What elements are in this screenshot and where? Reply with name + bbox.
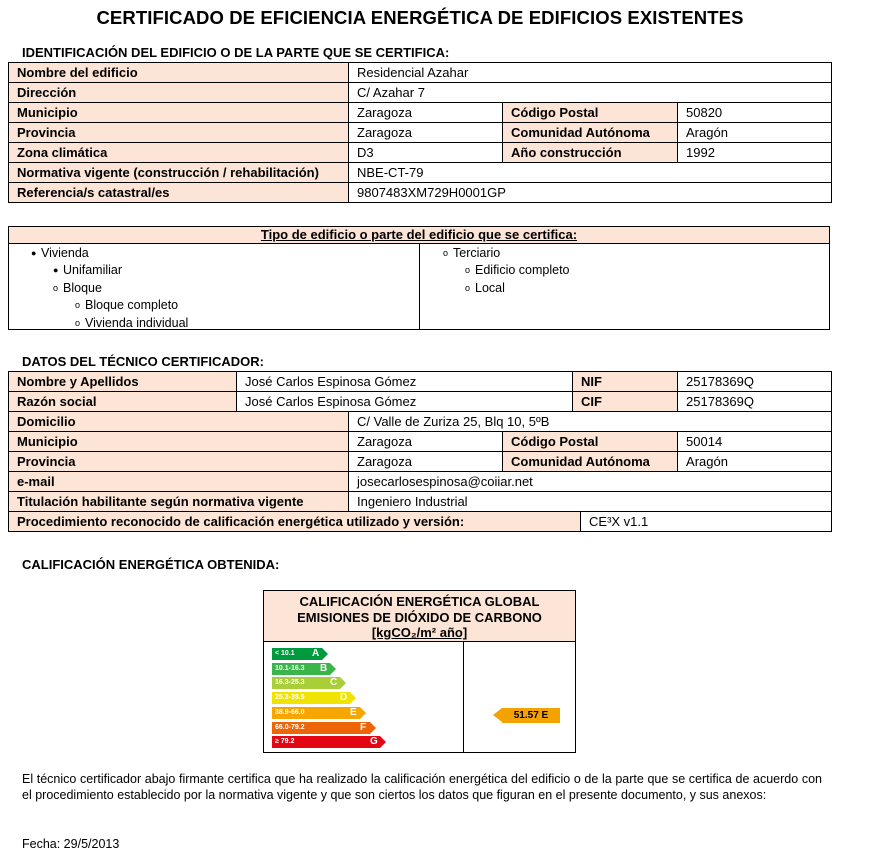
radio-empty-icon: o: [465, 265, 471, 275]
rating-units: [kgCO₂/m² año]: [371, 625, 468, 640]
rating-bar-f: [272, 722, 370, 734]
rating-box: [263, 590, 576, 753]
document-title: CERTIFICADO DE EFICIENCIA ENERGÉTICA DE EDIFICIOS EXISTENTES: [96, 7, 744, 28]
tech-region-label: Comunidad Autónoma: [503, 452, 678, 472]
rating-bar-b: [272, 663, 330, 675]
option-bloque-completo: [75, 297, 178, 314]
nif-label: NIF: [573, 372, 678, 392]
cadastral-ref-value: 9807483XM729H0001GP: [349, 183, 832, 203]
rating-letter-label: D: [340, 692, 348, 704]
technician-table: [8, 371, 832, 532]
table-row: [9, 143, 832, 163]
rating-bar-e: [272, 707, 360, 719]
table-row: [9, 123, 832, 143]
rating-range-label: 10.1-16.3: [275, 664, 305, 672]
rating-letter-label: B: [320, 662, 328, 674]
table-row: [9, 163, 832, 183]
building-name-value: Residencial Azahar: [349, 63, 832, 83]
company-label: Razón social: [9, 392, 237, 412]
rating-section-title: CALIFICACIÓN ENERGÉTICA OBTENIDA:: [22, 557, 280, 572]
email-value: josecarlosespinosa@coiiar.net: [349, 472, 832, 492]
cif-value: 25178369Q: [678, 392, 832, 412]
tech-province-value: Zaragoza: [349, 452, 503, 472]
domicile-label: Domicilio: [9, 412, 349, 432]
option-label: Edificio completo: [475, 263, 570, 277]
rating-letter-label: E: [350, 706, 357, 718]
option-label: Bloque: [63, 281, 102, 295]
regulation-value: NBE-CT-79: [349, 163, 832, 183]
option-vivienda: [31, 245, 89, 262]
table-row: [9, 183, 832, 203]
climate-zone-value: D3: [349, 143, 503, 163]
tech-postal-code-value: 50014: [678, 432, 832, 452]
tech-region-value: Aragón: [678, 452, 832, 472]
table-row: [9, 512, 832, 532]
rating-range-label: ≥ 79.2: [275, 738, 295, 746]
rating-letter-label: F: [360, 721, 367, 733]
construction-year-label: Año construcción: [503, 143, 678, 163]
table-row: [9, 392, 832, 412]
technician-section-title: DATOS DEL TÉCNICO CERTIFICADOR:: [22, 354, 264, 369]
municipality-label: Municipio: [9, 103, 349, 123]
postal-code-label: Código Postal: [503, 103, 678, 123]
option-label: Terciario: [453, 246, 501, 260]
rating-range-label: 25.3-38.9: [275, 694, 305, 702]
qualification-label: Titulación habilitante según normativa vigente: [9, 492, 349, 512]
domicile-value: C/ Valle de Zuriza 25, Blq 10, 5ºB: [349, 412, 832, 432]
rating-box-header: [264, 591, 575, 642]
tech-name-label: Nombre y Apellidos: [9, 372, 237, 392]
rating-range-label: < 10.1: [275, 650, 295, 657]
province-label: Provincia: [9, 123, 349, 143]
option-label: Local: [475, 281, 505, 295]
rating-letter-label: C: [330, 677, 338, 689]
option-bloque: [53, 280, 102, 297]
table-row: [9, 372, 832, 392]
table-row: [9, 103, 832, 123]
option-label: Vivienda individual: [85, 316, 189, 330]
radio-filled-icon: ●: [53, 265, 59, 275]
procedure-value: CE³X v1.1: [581, 512, 832, 532]
postal-code-value: 50820: [678, 103, 832, 123]
rating-bar-g: [272, 736, 380, 748]
building-section-title: IDENTIFICACIÓN DEL EDIFICIO O DE LA PARTE QUE SE CERTIFICA:: [22, 45, 450, 60]
region-label: Comunidad Autónoma: [503, 123, 678, 143]
option-terciario: [443, 245, 500, 262]
cif-label: CIF: [573, 392, 678, 412]
table-row: [9, 492, 832, 512]
rating-bar-c: [272, 677, 340, 689]
climate-zone-label: Zona climática: [9, 143, 349, 163]
rating-letter-label: G: [370, 736, 378, 748]
building-type-header: Tipo de edificio o parte del edificio que se certifica:: [9, 227, 829, 244]
option-label: Vivienda: [41, 246, 89, 260]
option-label: Bloque completo: [85, 298, 179, 312]
address-label: Dirección: [9, 83, 349, 103]
municipality-value: Zaragoza: [349, 103, 503, 123]
tech-name-value: José Carlos Espinosa Gómez: [237, 372, 573, 392]
option-unifamiliar: [53, 262, 122, 279]
rating-letter-label: A: [312, 648, 320, 659]
construction-year-value: 1992: [678, 143, 832, 163]
table-row: [9, 432, 832, 452]
table-row: [9, 472, 832, 492]
option-label: Unifamiliar: [63, 263, 123, 277]
table-row: [9, 83, 832, 103]
rating-title-2: EMISIONES DE DIÓXIDO DE CARBONO: [297, 609, 542, 625]
rating-range-label: 16.3-25.3: [275, 679, 305, 687]
province-value: Zaragoza: [349, 123, 503, 143]
regulation-label: Normativa vigente (construcción / rehabilitación): [9, 163, 349, 183]
tech-postal-code-label: Código Postal: [503, 432, 678, 452]
company-value: José Carlos Espinosa Gómez: [237, 392, 573, 412]
table-row: [9, 412, 832, 432]
tech-municipality-value: Zaragoza: [349, 432, 503, 452]
rating-result-arrow: 51.57 E: [502, 708, 560, 723]
tech-municipality-label: Municipio: [9, 432, 349, 452]
nif-value: 25178369Q: [678, 372, 832, 392]
procedure-label: Procedimiento reconocido de calificación energética utilizado y versión:: [9, 512, 581, 532]
building-name-label: Nombre del edificio: [9, 63, 349, 83]
cadastral-ref-label: Referencia/s catastral/es: [9, 183, 349, 203]
region-value: Aragón: [678, 123, 832, 143]
email-label: e-mail: [9, 472, 349, 492]
rating-title-1: CALIFICACIÓN ENERGÉTICA GLOBAL: [299, 594, 540, 609]
table-row: [9, 63, 832, 83]
option-edificio-completo: [465, 262, 570, 279]
radio-empty-icon: o: [443, 248, 449, 258]
radio-empty-icon: o: [75, 300, 81, 310]
radio-empty-icon: o: [465, 283, 471, 293]
radio-empty-icon: o: [75, 318, 81, 328]
address-value: C/ Azahar 7: [349, 83, 832, 103]
building-table: [8, 62, 832, 203]
radio-filled-icon: ●: [31, 248, 37, 258]
rating-bar-d: [272, 692, 350, 704]
radio-empty-icon: o: [53, 283, 59, 293]
declaration-text: El técnico certificador abajo firmante certifica que ha realizado la calificación energética del edificio o de la parte que se certifica de acuerdo con el procedimiento establecido por la normativa vigente y que son ciertos los datos que figuran en el presente documento, y sus anexos:: [22, 772, 822, 802]
rating-range-label: 38.9-66.0: [275, 708, 305, 716]
building-type-box: [8, 226, 830, 330]
rating-bar-a: [272, 648, 322, 660]
option-vivienda-individual: [75, 315, 188, 332]
rating-range-label: 66.0-79.2: [275, 723, 305, 731]
date-text: Fecha: 29/5/2013: [22, 837, 120, 851]
option-local: [465, 280, 505, 297]
qualification-value: Ingeniero Industrial: [349, 492, 832, 512]
tech-province-label: Provincia: [9, 452, 349, 472]
table-row: [9, 452, 832, 472]
